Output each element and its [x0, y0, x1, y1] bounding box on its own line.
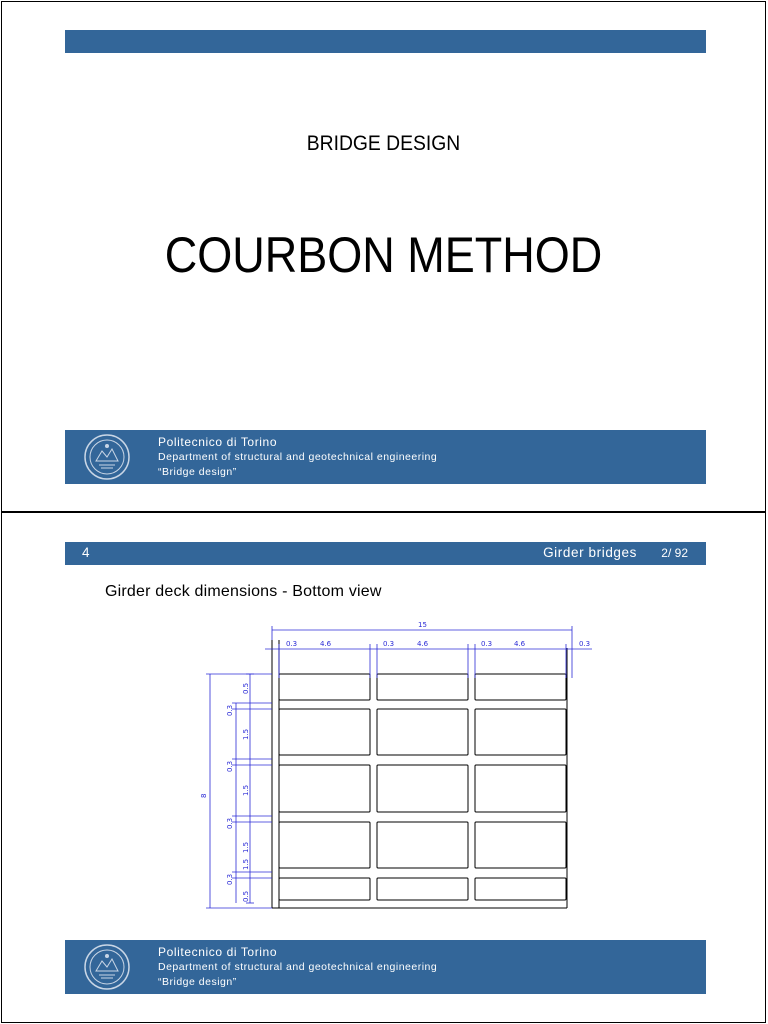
university-seal-icon — [82, 943, 132, 991]
footer-course: “Bridge design” — [158, 466, 237, 478]
dim-label: 4.6 — [514, 640, 526, 648]
total-height-label: 8 — [200, 793, 208, 798]
dim-label: 0.3 — [481, 640, 493, 648]
footer-department: Department of structural and geotechnical engineering — [158, 961, 438, 973]
deck-cells — [279, 674, 566, 900]
slide-subtitle: BRIDGE DESIGN — [306, 132, 461, 155]
footer-institution: Politecnico di Torino — [158, 945, 278, 959]
deck-cell — [377, 878, 468, 900]
left-dimensions — [206, 674, 272, 908]
slide-title: COURBON METHOD — [164, 227, 603, 283]
dim-label: 0.3 — [226, 704, 234, 716]
dim-label: 0.3 — [226, 760, 234, 772]
dim-label: 0.3 — [383, 640, 395, 648]
dim-label: 1.5 — [242, 841, 250, 853]
top-dimensions — [265, 626, 592, 678]
slide-number: 4 — [82, 545, 90, 560]
header-bar — [65, 30, 706, 53]
deck-cell — [279, 878, 370, 900]
footer-bar — [65, 940, 706, 994]
dim-label: 0.5 — [242, 890, 250, 902]
deck-cell — [475, 822, 566, 868]
deck-cell — [279, 822, 370, 868]
dim-label: 0.5 — [242, 682, 250, 694]
deck-cell — [377, 674, 468, 700]
section-title: Girder bridges — [543, 545, 637, 560]
deck-cell — [377, 765, 468, 812]
deck-cell — [279, 709, 370, 755]
dim-label: 0.3 — [579, 640, 591, 648]
dim-label: 1.5 — [242, 728, 250, 740]
deck-cell — [377, 822, 468, 868]
title-slide — [1, 1, 766, 512]
footer-bar — [65, 430, 706, 484]
deck-cell — [377, 709, 468, 755]
page-indicator: 2/ 92 — [661, 546, 688, 560]
dim-label: 4.6 — [320, 640, 332, 648]
deck-cell — [475, 878, 566, 900]
footer-department: Department of structural and geotechnical engineering — [158, 451, 438, 463]
dim-label: 0.3 — [226, 817, 234, 829]
girder-deck-drawing — [192, 618, 602, 918]
deck-cell — [475, 674, 566, 700]
dim-label: 1.5 — [242, 784, 250, 796]
deck-cell — [279, 765, 370, 812]
footer-institution: Politecnico di Torino — [158, 435, 278, 449]
top-dimension-labels — [286, 621, 590, 648]
slide-heading: Girder deck dimensions - Bottom view — [105, 583, 382, 600]
total-width-label: 15 — [418, 621, 427, 629]
deck-cell — [475, 765, 566, 812]
left-dimension-labels — [200, 683, 250, 902]
dim-label: 4.6 — [417, 640, 429, 648]
university-seal-icon — [82, 433, 132, 481]
dim-label: 0.3 — [226, 873, 234, 885]
header-bar — [65, 542, 706, 565]
deck-cell — [279, 674, 370, 700]
dim-label: 1.5 — [242, 858, 250, 870]
content-slide — [1, 512, 766, 1023]
footer-course: “Bridge design” — [158, 976, 237, 988]
dim-label: 0.3 — [286, 640, 298, 648]
deck-cell — [475, 709, 566, 755]
